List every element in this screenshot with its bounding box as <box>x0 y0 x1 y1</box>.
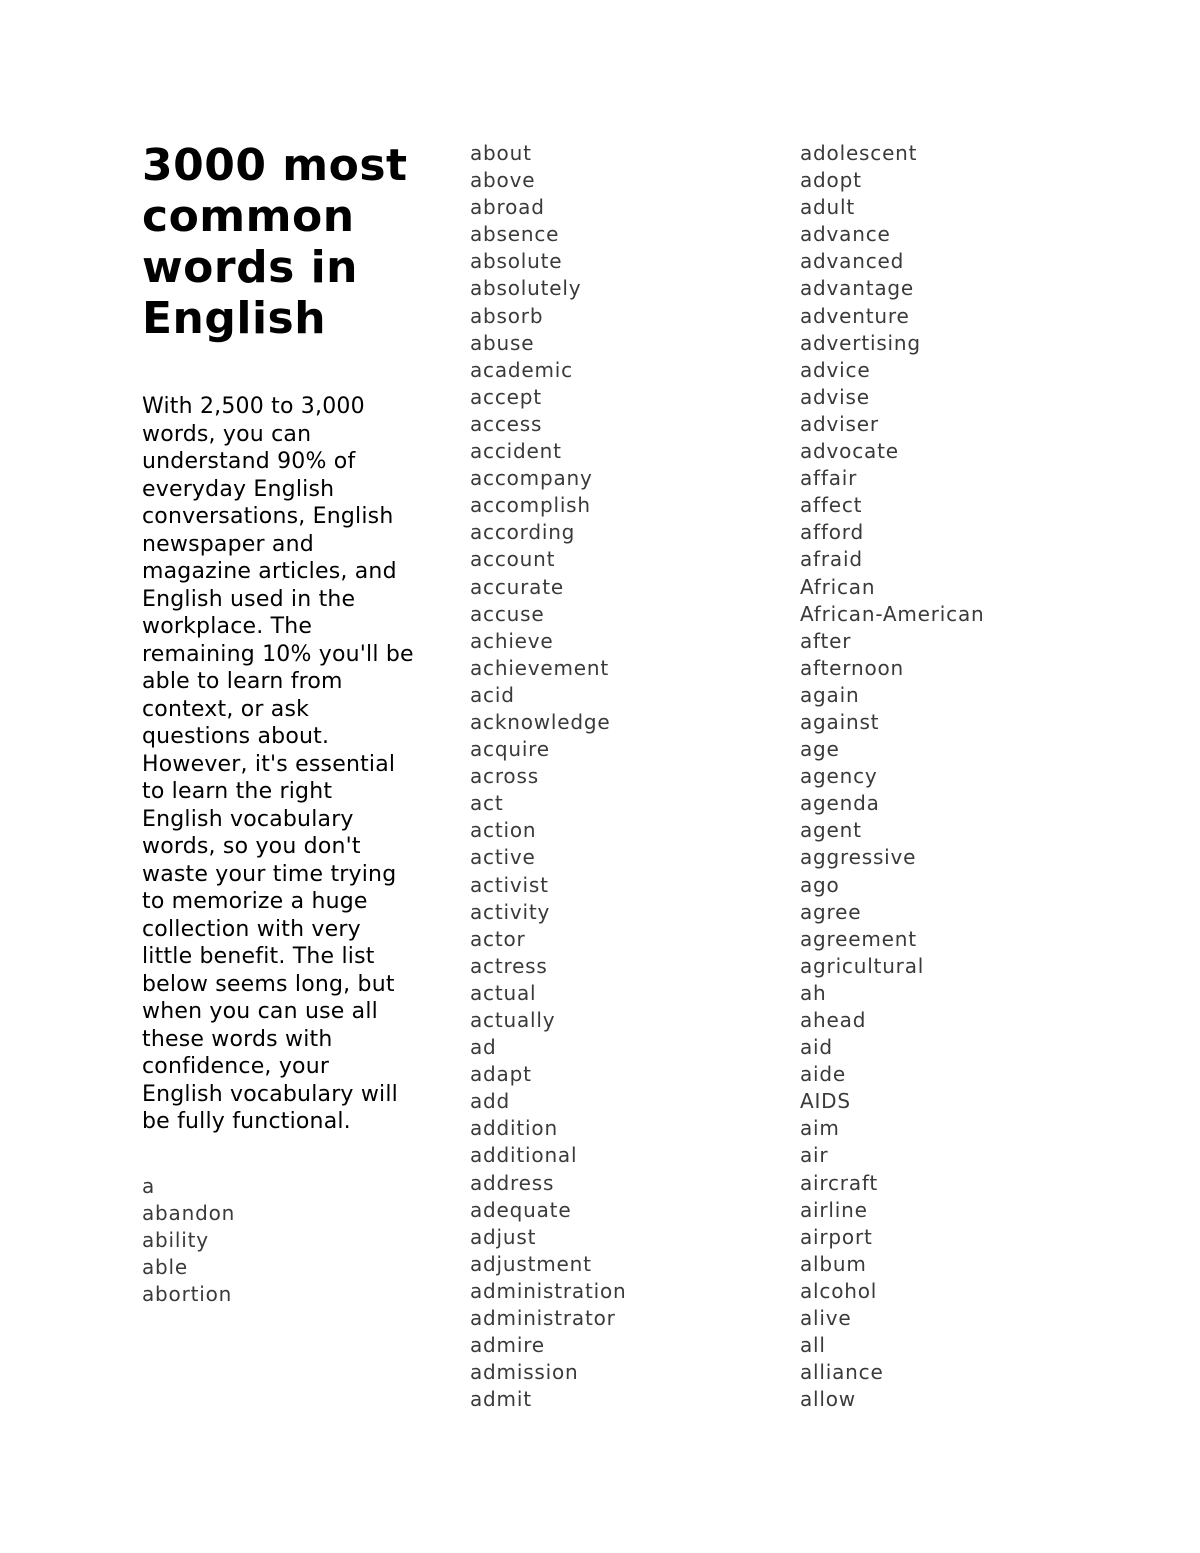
word-list-item: African <box>800 574 876 599</box>
word-list-item: alliance <box>800 1360 884 1385</box>
word-list-item: admission <box>470 1360 579 1385</box>
word-list-item: above <box>470 168 536 193</box>
word-list-item: advertising <box>800 330 921 355</box>
word-list-item: a <box>142 1173 156 1198</box>
word-list-item: actress <box>470 953 548 978</box>
word-list-item: achievement <box>470 655 610 680</box>
word-list-item: agency <box>800 764 878 789</box>
word-list-item: absolutely <box>470 276 582 301</box>
word-list-item: advanced <box>800 249 905 274</box>
word-list-item: ahead <box>800 1008 867 1032</box>
word-list-item: advance <box>800 222 891 247</box>
word-list-item: adviser <box>800 411 879 436</box>
word-list-item: action <box>470 818 537 843</box>
word-list-item: agricultural <box>800 953 925 978</box>
word-list-item: admire <box>470 1333 545 1358</box>
word-list-item: airline <box>800 1197 868 1222</box>
word-list-item: address <box>470 1170 555 1195</box>
word-list-item: administration <box>470 1278 627 1303</box>
word-list-item: afternoon <box>800 655 904 680</box>
word-list-item: adopt <box>800 168 862 193</box>
word-list-item: actual <box>470 980 537 1005</box>
word-list-item: agree <box>800 899 862 924</box>
word-list-item: absolute <box>470 249 563 274</box>
word-list-item: abuse <box>470 330 535 355</box>
word-list-item: able <box>142 1254 189 1279</box>
word-list-item: adequate <box>470 1197 572 1222</box>
word-list-item: airport <box>800 1224 873 1249</box>
word-list-item: abortion <box>142 1281 233 1306</box>
word-list-item: affect <box>800 493 863 518</box>
word-list-column-2 <box>470 140 770 1413</box>
word-list-item: all <box>800 1333 826 1358</box>
word-list-item: additional <box>470 1143 578 1168</box>
word-list-item: after <box>800 628 852 653</box>
word-list-item: aide <box>800 1062 847 1087</box>
word-list-item: album <box>800 1251 867 1276</box>
word-list-item: agenda <box>800 791 880 816</box>
word-list-item: abroad <box>470 195 545 220</box>
word-list-item: AIDS <box>800 1089 851 1114</box>
word-list-item: aircraft <box>800 1170 879 1195</box>
word-list-item: ability <box>142 1227 209 1252</box>
word-column-3 <box>800 140 1100 1413</box>
word-list-item: administrator <box>470 1306 616 1331</box>
word-list-item: age <box>800 737 840 762</box>
word-list-item: act <box>470 791 504 816</box>
word-list-column-1 <box>142 1173 414 1308</box>
word-list-item: acid <box>470 682 515 707</box>
word-list-item: absence <box>470 222 560 247</box>
word-column-2 <box>470 140 770 1413</box>
word-list-column-3 <box>800 140 1100 1413</box>
word-list-item: ago <box>800 872 840 897</box>
word-list-item: allow <box>800 1387 856 1412</box>
word-list-item: admit <box>470 1387 532 1412</box>
word-list-item: adapt <box>470 1062 532 1087</box>
word-list-item: African-American <box>800 601 985 626</box>
word-list-item: air <box>800 1143 829 1168</box>
word-list-item: absorb <box>470 303 544 328</box>
word-list-item: against <box>800 709 880 734</box>
word-list-item: agreement <box>800 926 917 951</box>
word-list-item: access <box>470 411 543 436</box>
word-list-item: again <box>800 682 860 707</box>
word-list-item: actor <box>470 926 526 951</box>
word-list-item: alive <box>800 1306 852 1331</box>
intro-paragraph: With 2,500 to 3,000 words, you can understand 90% of everyday English conversations, English newspaper and magazine articles, and English used in the workplace. The remaining 10% you'll be able to learn from context, or ask questions about. However, it's essential to learn the right English vocabulary words, so you don't waste your time trying to memorize a huge collection with very little benefit. The list below seems long, but when you can use all these words with confidence, your English vocabulary will be fully functional. <box>142 394 414 1134</box>
word-list-item: acknowledge <box>470 709 611 734</box>
word-list-item: accident <box>470 439 562 464</box>
word-list-item: accuse <box>470 601 545 626</box>
word-list-item: activity <box>470 899 551 924</box>
word-list-item: advice <box>800 357 871 382</box>
intro-column <box>142 140 414 1308</box>
word-list-item: advocate <box>800 439 899 464</box>
word-list-item: agent <box>800 818 862 843</box>
word-list-item: ah <box>800 980 827 1005</box>
word-list-item: account <box>470 547 556 572</box>
word-list-item: according <box>470 520 576 545</box>
word-list-item: advise <box>800 384 870 409</box>
word-list-item: across <box>470 764 539 789</box>
word-list-item: achieve <box>470 628 554 653</box>
word-list-item: adventure <box>800 303 910 328</box>
word-list-item: alcohol <box>800 1278 878 1303</box>
word-list-item: activist <box>470 872 549 897</box>
word-list-item: add <box>470 1089 511 1114</box>
word-list-item: accompany <box>470 466 593 491</box>
word-list-item: addition <box>470 1116 558 1141</box>
word-list-item: accurate <box>470 574 564 599</box>
word-list-item: afford <box>800 520 864 545</box>
word-list-item: ad <box>470 1035 497 1060</box>
word-list-item: adjustment <box>470 1251 592 1276</box>
word-list-item: academic <box>470 357 573 382</box>
word-list-item: about <box>470 141 532 165</box>
word-list-item: aggressive <box>800 845 917 870</box>
word-list-item: adolescent <box>800 141 918 165</box>
word-list-item: adjust <box>470 1224 537 1249</box>
word-list-item: adult <box>800 195 856 220</box>
word-list-item: active <box>470 845 536 870</box>
word-list-item: afraid <box>800 547 863 572</box>
document-title: 3000 most common words in English <box>142 140 408 344</box>
word-list-item: aim <box>800 1116 840 1141</box>
word-list-item: affair <box>800 466 858 491</box>
word-list-item: accomplish <box>470 493 591 518</box>
word-list-item: actually <box>470 1008 556 1032</box>
word-list-item: advantage <box>800 276 915 301</box>
word-list-item: accept <box>470 384 542 409</box>
word-list-item: aid <box>800 1035 833 1060</box>
word-list-item: abandon <box>142 1200 236 1225</box>
word-list-item: acquire <box>470 737 550 762</box>
